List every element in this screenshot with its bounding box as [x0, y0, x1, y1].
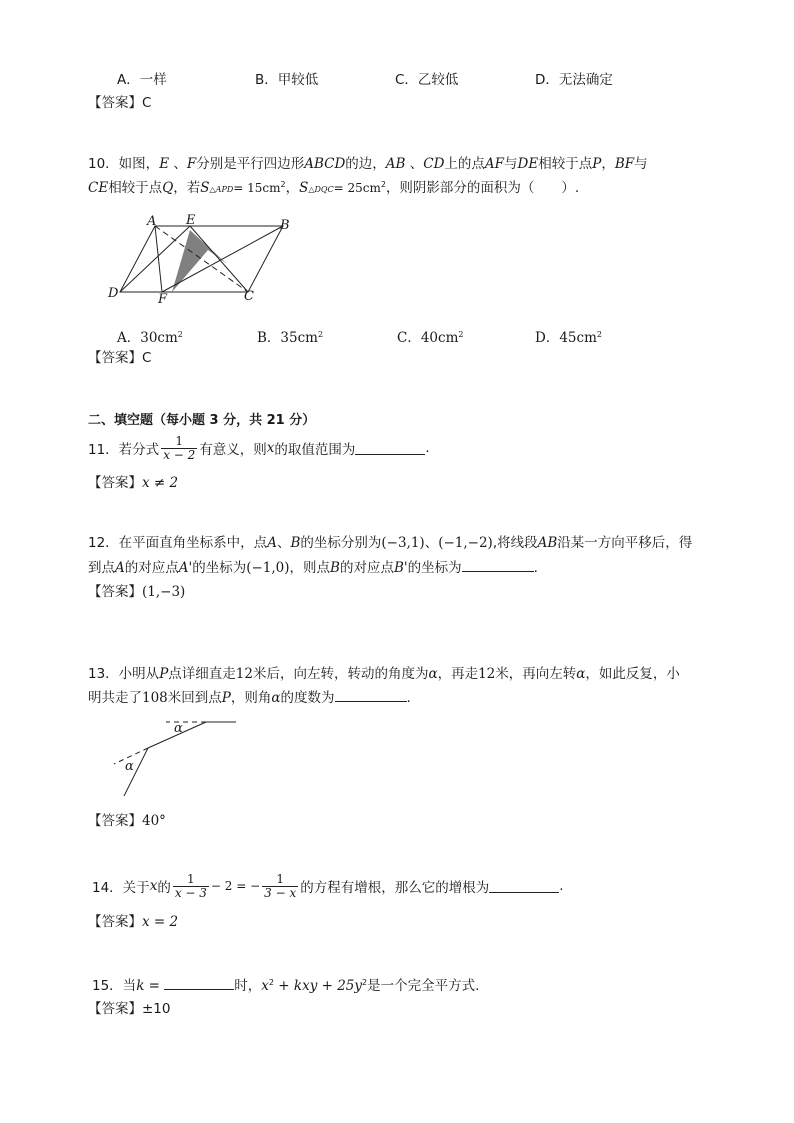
q14-answer-blank[interactable] [489, 879, 559, 893]
q13-answer: 【答案】40° [88, 813, 166, 829]
q9-option-b: B．甲较低 [255, 72, 319, 88]
q11-line: 11．若分式 $\frac{1}{x - 2}$ 有意义，则 x 的取值范围为 . [88, 433, 430, 462]
label-a: A [147, 214, 157, 229]
segment-af [155, 226, 162, 292]
q12-answer: 【答案】(1,−3) [88, 584, 186, 600]
label-b: B [280, 218, 290, 233]
parallelogram-figure [100, 212, 300, 308]
q12-line1: 12．在平面直角坐标系中，点A、B的坐标分别为(−3,1)、(−1,−2),将线段AB沿某一方向平移后，得 [88, 535, 693, 551]
q15-answer-blank[interactable] [164, 976, 234, 990]
q10-answer: 【答案】C [88, 350, 152, 366]
q11-fraction: $\frac{1}{x - 2}$ [163, 433, 196, 462]
label-e: E [186, 213, 196, 228]
q9-option-a: A．一样 [117, 72, 167, 88]
shaded-region-left [172, 230, 208, 292]
q11-answer-blank[interactable] [355, 441, 425, 455]
q14-answer: 【答案】x = 2 [88, 914, 179, 930]
q10-line2: CE相较于点Q，若S△APD= $15cm^2$，S△DQC= $25cm^2$，则阴影部分的面积为（ ）. [88, 180, 580, 196]
q11-answer: 【答案】x ≠ 2 [88, 475, 179, 491]
label-c: C [244, 289, 254, 304]
q13-line2: 明共走了108米回到点P，则角α的度数为 . [88, 690, 411, 706]
q15-line: 15．当k = 时，$x^2$ + kxy + $25y^2$是一个完全平方式. [92, 978, 480, 994]
q10-option-b: B．$35cm^2$ [257, 330, 324, 346]
diagonal-ac-dashed [155, 226, 248, 292]
parallelogram-abcd [120, 226, 283, 292]
q9-option-d: D．无法确定 [535, 72, 613, 88]
q10-option-c: C．$40cm^2$ [397, 330, 464, 346]
section-heading-fill-in: 二、填空题（每小题 3 分，共 21 分） [88, 413, 316, 428]
q10-option-d: D．$45cm^2$ [535, 330, 602, 346]
label-d: D [108, 286, 119, 301]
q12-line2: 到点A的对应点A'的坐标为(−1,0)，则点B的对应点B'的坐标为 . [88, 560, 538, 576]
q14-fraction-1: $\frac{1}{x - 3}$ [174, 871, 207, 900]
q13-line1: 13．小明从P点详细直走12米后，向左转，转动的角度为α，再走12米，再向左转α，如此反复，小 [88, 666, 680, 682]
q14-line: 14．关于 x 的 $\frac{1}{x - 3}$ − 2 = − $\frac{1}{3 - x}$ 的方程有增根，那么它的增根为 . [92, 871, 564, 900]
q14-fraction-2: $\frac{1}{3 - x}$ [264, 871, 297, 900]
q15-answer: 【答案】±10 [88, 1001, 171, 1017]
turning-path-figure [106, 712, 246, 800]
angle-label-top: α [174, 721, 183, 736]
q9-answer: 【答案】C [88, 95, 152, 111]
q10-option-a: A．$30cm^2$ [117, 330, 183, 346]
angle-label-bottom: α [125, 759, 134, 774]
q9-option-c: C．乙较低 [395, 72, 459, 88]
q12-answer-blank[interactable] [462, 558, 534, 572]
q13-answer-blank[interactable] [335, 688, 407, 702]
q10-line1: 10．如图，E 、F分别是平行四边形ABCD的边，AB 、CD上的点AF与DE相较于点P，BF与 [88, 156, 648, 172]
label-f: F [158, 292, 168, 307]
